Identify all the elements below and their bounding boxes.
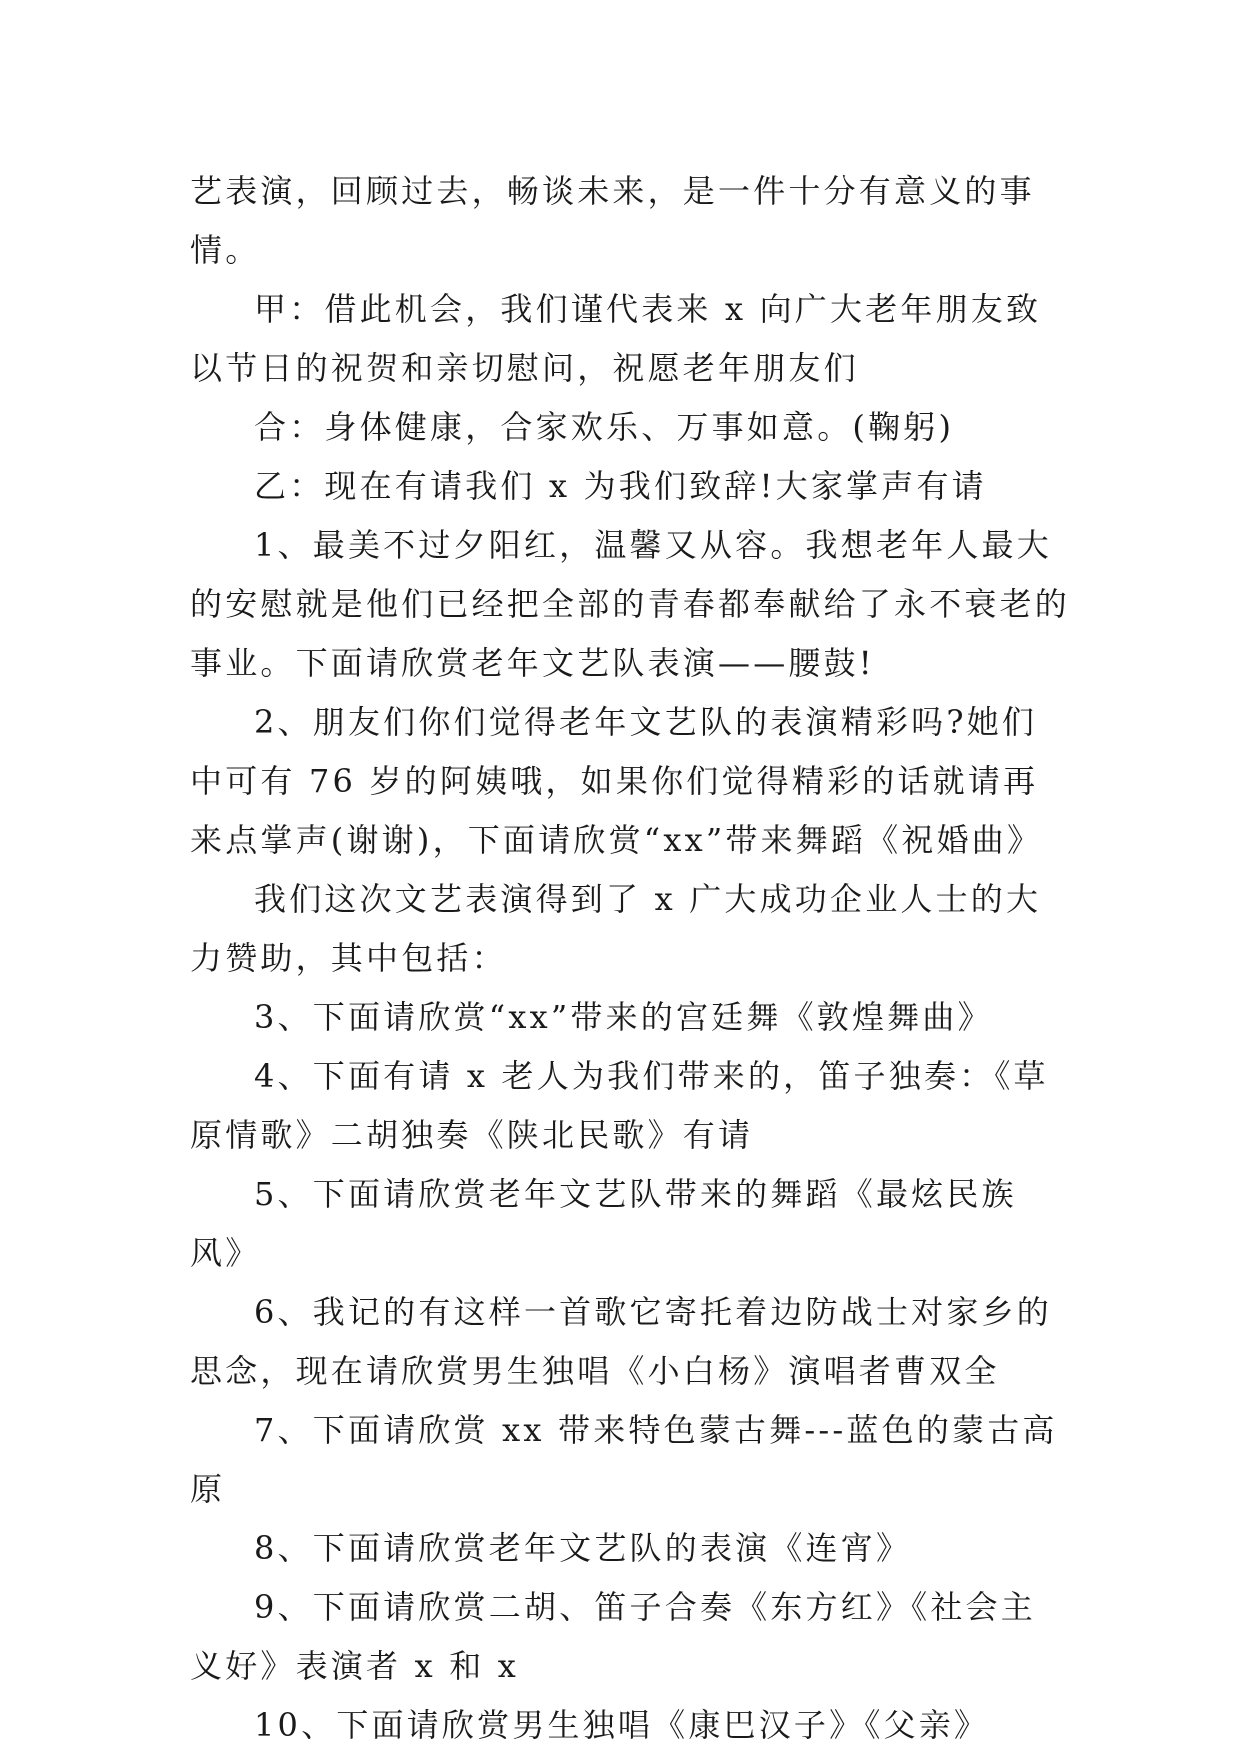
paragraph-item-10: 10、下面请欣赏男生独唱《康巴汉子》《父亲》: [254, 1706, 990, 1744]
paragraph-item-2: 2、朋友们你们觉得老年文艺队的表演精彩吗?她们中可有 76 岁的阿姨哦，如果你们觉得精彩的话就请再来点掌声(谢谢)，下面请欣赏“xx”带来舞蹈《祝婚曲》: [190, 703, 1043, 859]
document-body: [190, 162, 1070, 1755]
paragraph-continuation: 艺表演，回顾过去，畅谈未来，是一件十分有意义的事情。: [190, 172, 1035, 269]
paragraph-item-5: 5、下面请欣赏老年文艺队带来的舞蹈《最炫民族风》: [190, 1175, 1017, 1272]
paragraph-item-6: 6、我记的有这样一首歌它寄托着边防战士对家乡的思念，现在请欣赏男生独唱《小白杨》演唱者曹双全: [190, 1293, 1052, 1390]
paragraph-item-8: 8、下面请欣赏老年文艺队的表演《连宵》: [254, 1529, 912, 1567]
paragraph-item-9: 9、下面请欣赏二胡、笛子合奏《东方红》《社会主义好》表演者 x 和 x: [190, 1588, 1036, 1685]
paragraph-item-1: 1、最美不过夕阳红，温馨又从容。我想老年人最大的安慰就是他们已经把全部的青春都奉献给了永不衰老的事业。下面请欣赏老年文艺队表演——腰鼓!: [190, 526, 1071, 682]
paragraph-jia-greeting: 甲：借此机会，我们谨代表来 x 向广大老年朋友致以节日的祝贺和亲切慰问，祝愿老年朋友们: [190, 290, 1042, 387]
paragraph-he-wishes: 合：身体健康，合家欢乐、万事如意。(鞠躬): [254, 408, 955, 446]
paragraph-item-3: 3、下面请欣赏“xx”带来的宫廷舞《敦煌舞曲》: [254, 998, 993, 1036]
paragraph-item-4: 4、下面有请 x 老人为我们带来的，笛子独奏：《草原情歌》二胡独奏《陕北民歌》有请: [190, 1057, 1049, 1154]
paragraph-item-7: 7、下面请欣赏 xx 带来特色蒙古舞---蓝色的蒙古高原: [190, 1411, 1058, 1508]
paragraph-yi-invite: 乙：现在有请我们 x 为我们致辞!大家掌声有请: [254, 467, 987, 505]
paragraph-sponsors: 我们这次文艺表演得到了 x 广大成功企业人士的大力赞助，其中包括：: [190, 880, 1042, 977]
